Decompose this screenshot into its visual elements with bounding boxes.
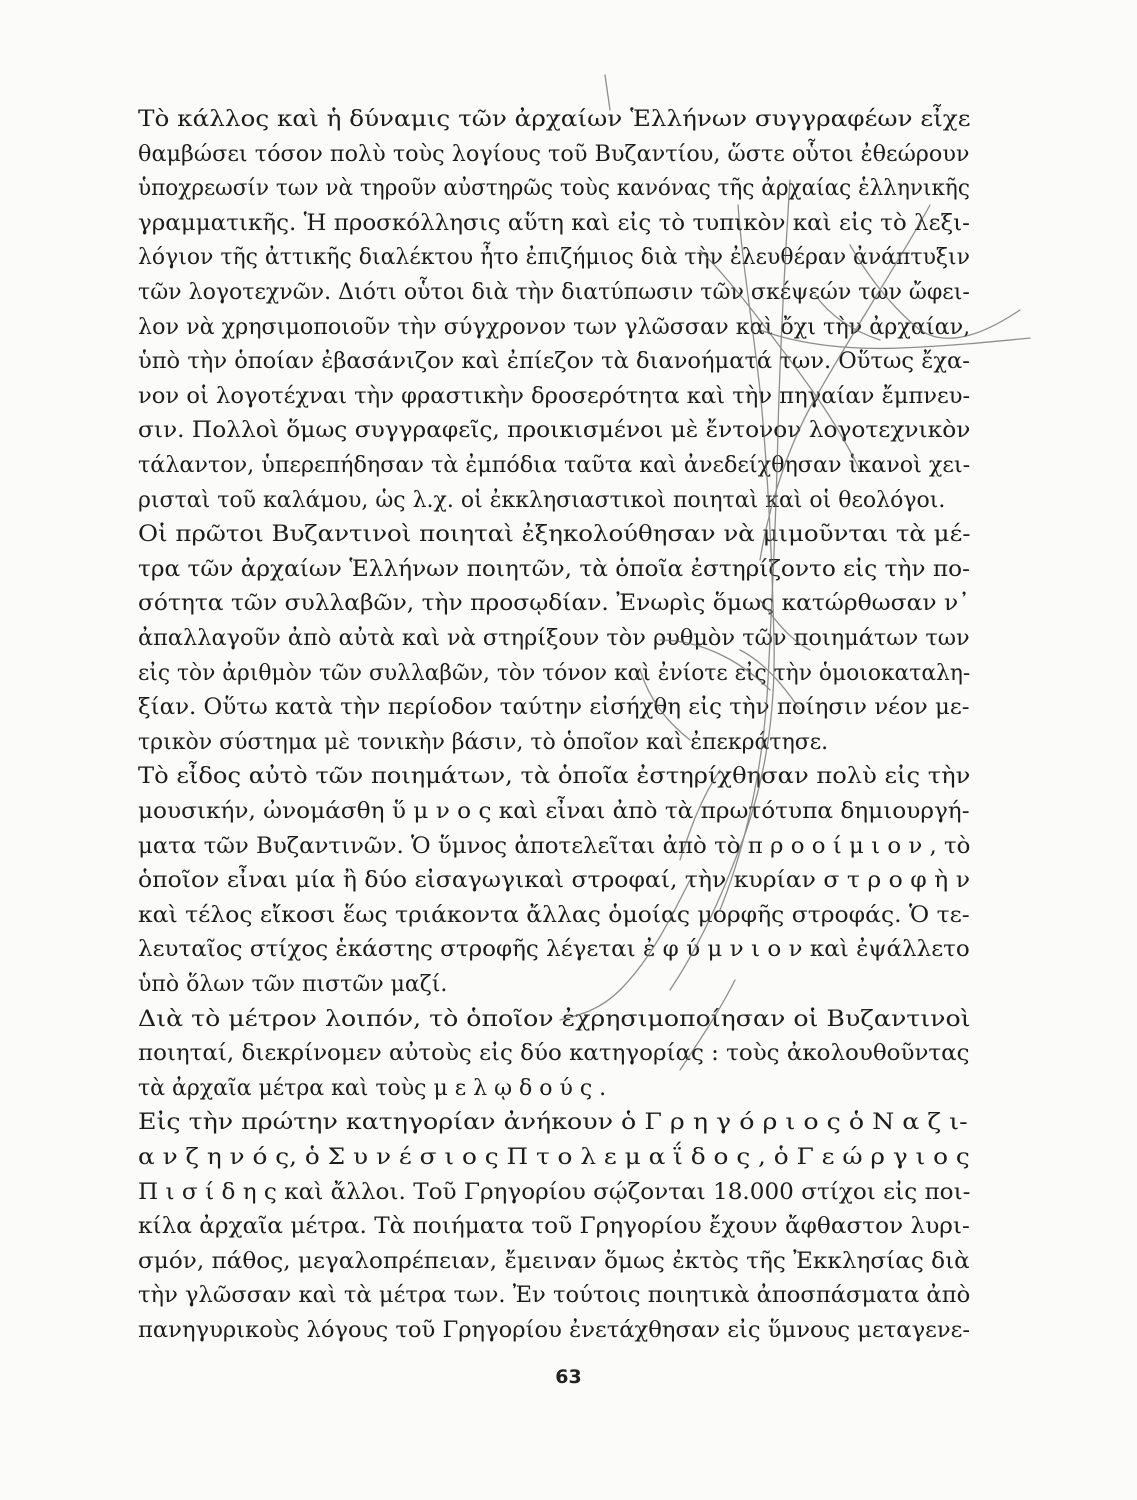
text-line: τὴν γλῶσσαν καὶ τὰ μέτρα των. Ἐν τούτοις ποιητικὰ ἀποσπάσματα ἀπὸ xyxy=(138,1283,971,1309)
text-line: ρισταὶ τοῦ καλάμου, ὡς λ.χ. οἱ ἐκκλησιαστικοὶ ποιηταὶ καὶ οἱ θεολόγοι. xyxy=(138,487,946,513)
text-line: ὑπὸ ὅλων τῶν πιστῶν μαζί. xyxy=(138,972,448,997)
text-line: τῶν λογοτεχνῶν. Διότι οὗτοι διὰ τὴν διατύπωσιν τῶν σκέψεών των ὤφει- xyxy=(138,280,970,305)
text-line: γραμματικῆς. Ἡ προσκόλλησις αὕτη καὶ εἰς τὸ τυπικὸν καὶ εἰς τὸ λεξι- xyxy=(138,210,970,236)
text-line: κίλα ἀρχαῖα μέτρα. Τὰ ποιήματα τοῦ Γρηγορίου ἔχουν ἄφθαστον λυρι- xyxy=(138,1214,970,1240)
text-line: Π ι σ ί δ η ς καὶ ἄλλοι. Τοῦ Γρηγορίου σῴζονται 18.000 στίχοι εἰς ποι- xyxy=(138,1179,971,1205)
text-line: σιν. Πολλοὶ ὅμως συγγραφεῖς, προικισμένοι μὲ ἔντονον λογοτεχνικὸν xyxy=(138,418,971,444)
text-line: λευταῖος στίχος ἑκάστης στροφῆς λέγεται ἐ φ ύ μ ν ι ο ν καὶ ἐψάλλετο xyxy=(138,937,970,963)
text-line: α ν ζ η ν ό ς, ὁ Σ υ ν έ σ ι ο ς Π τ ο λ ε μ α ΐ δ ο ς , ὁ Γ ε ώ ρ γ ι ο ς xyxy=(138,1145,970,1170)
text-line: λον νὰ χρησιμοποιοῦν τὴν σύγχρονον των γλῶσσαν καὶ ὄχι τὴν ἀρχαίαν, xyxy=(138,314,971,340)
page-number: 63 xyxy=(555,1366,582,1388)
text-line: ποιηταί, διεκρίνομεν αὐτοὺς εἰς δύο κατηγορίας : τοὺς ἀκολουθοῦντας xyxy=(138,1041,970,1067)
text-line: Εἰς τὴν πρώτην κατηγορίαν ἀνήκουν ὁ Γ ρ η γ ό ρ ι ο ς ὁ Ν α ζ ι- xyxy=(138,1110,968,1136)
text-line: τὰ ἀρχαῖα μέτρα καὶ τοὺς μ ε λ ῳ δ ο ύ ς . xyxy=(138,1075,607,1101)
text-line: ξίαν. Οὕτω κατὰ τὴν περίοδον ταύτην εἰσήχθη εἰς τὴν ποίησιν νέον με- xyxy=(138,695,970,721)
text-line: μουσικήν, ὠνομάσθη ὕ μ ν ο ς καὶ εἶναι ἀπὸ τὰ πρωτότυπα δημιουργή- xyxy=(138,799,970,824)
text-line: θαμβώσει τόσον πολὺ τοὺς λογίους τοῦ Βυζαντίου, ὥστε οὗτοι ἐθεώρουν xyxy=(138,141,970,167)
text-line: σμόν, πάθος, μεγαλοπρέπειαν, ἔμειναν ὅμως ἐκτὸς τῆς Ἐκκλησίας διὰ xyxy=(138,1248,970,1274)
text-line: πανηγυρικοὺς λόγους τοῦ Γρηγορίου ἐνετάχθησαν εἰς ὕμνους μεταγενε- xyxy=(138,1318,971,1343)
text-line: Τὸ κάλλος καὶ ἡ δύναμις τῶν ἀρχαίων Ἑλλήνων συγγραφέων εἶχε xyxy=(138,107,971,132)
text-line: λόγιον τῆς ἀττικῆς διαλέκτου ἦτο ἐπιζήμιος διὰ τὴν ἐλευθέραν ἀνάπτυξιν xyxy=(138,245,970,271)
text-line: Τὸ εἶδος αὐτὸ τῶν ποιημάτων, τὰ ὁποῖα ἐστηρίχθησαν πολὺ εἰς τὴν xyxy=(138,764,971,790)
text-line: ματα τῶν Βυζαντινῶν. Ὁ ὕμνος ἀποτελεῖται ἀπὸ τὸ π ρ ο ο ί μ ι ο ν , τὸ xyxy=(138,833,971,859)
text-line: τρα τῶν ἀρχαίων Ἑλλήνων ποιητῶν, τὰ ὁποῖα ἐστηρίζοντο εἰς τὴν πο- xyxy=(138,556,970,582)
text-line: ἀπαλλαγοῦν ἀπὸ αὐτὰ καὶ νὰ στηρίξουν τὸν ρυθμὸν τῶν ποιημάτων των xyxy=(138,626,970,651)
text-line: εἰς τὸν ἀριθμὸν τῶν συλλαβῶν, τὸν τόνον καὶ ἐνίοτε εἰς τὴν ὁμοιοκαταλη- xyxy=(138,660,971,686)
text-line: νον οἱ λογοτέχναι τὴν φραστικὴν δροσερότητα καὶ τὴν πηγαίαν ἔμπνευ- xyxy=(138,383,971,409)
text-line: τάλαντον, ὑπερεπήδησαν τὰ ἐμπόδια ταῦτα καὶ ἀνεδείχθησαν ἱκανοὶ χει- xyxy=(138,453,971,478)
text-line: τρικὸν σύστημα μὲ τονικὴν βάσιν, τὸ ὁποῖον καὶ ἐπεκράτησε. xyxy=(138,729,829,755)
text-line: ὑπὸ τὴν ὁποίαν ἐβασάνιζον καὶ ἐπίεζον τὰ διανοήματά των. Οὕτως ἔχα- xyxy=(138,349,970,375)
text-line: Διὰ τὸ μέτρον λοιπόν, τὸ ὁποῖον ἐχρησιμοποίησαν οἱ Βυζαντινοὶ xyxy=(138,1006,971,1032)
text-line: καὶ τέλος εἴκοσι ἕως τριάκοντα ἄλλας ὁμοίας μορφῆς στροφάς. Ὁ τε- xyxy=(138,902,970,928)
text-line: Οἱ πρῶτοι Βυζαντινοὶ ποιηταὶ ἐξηκολούθησαν νὰ μιμοῦνται τὰ μέ- xyxy=(138,522,971,548)
text-line: ὑποχρεωσίν των νὰ τηροῦν αὐστηρῶς τοὺς κανόνας τῆς ἀρχαίας ἑλληνικῆς xyxy=(138,176,970,202)
text-line: σότητα τῶν συλλαβῶν, τὴν προσῳδίαν. Ἐνωρὶς ὅμως κατώρθωσαν ν᾽ xyxy=(138,591,970,617)
text-line: ὁποῖον εἶναι μία ἢ δύο εἰσαγωγικαὶ στροφαί, τὴν κυρίαν σ τ ρ ο φ ὴ ν xyxy=(138,868,970,894)
